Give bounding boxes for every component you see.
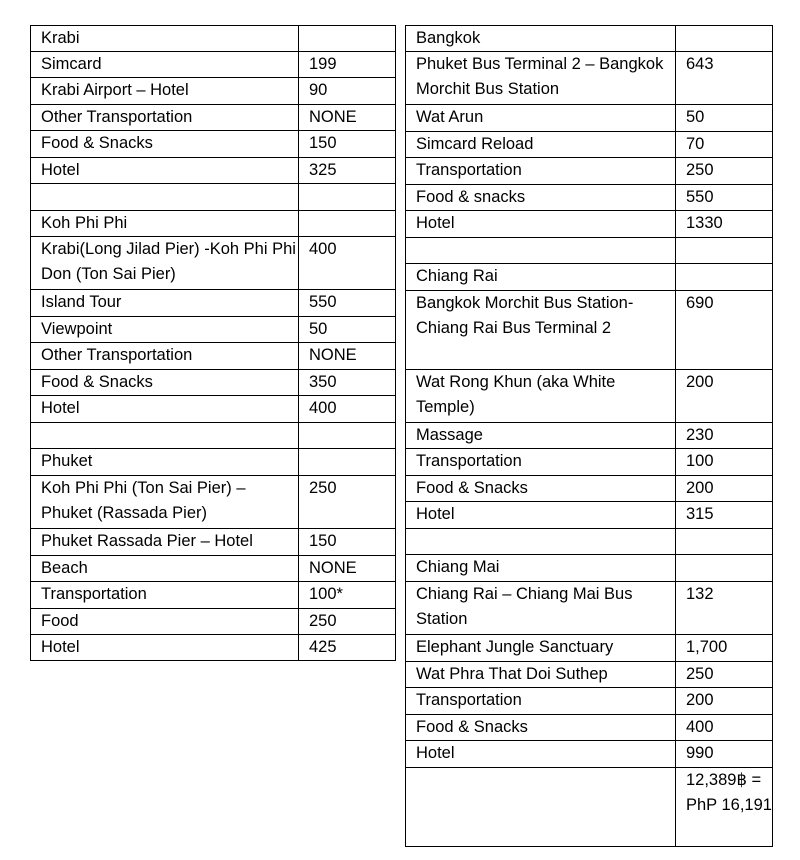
cost-cell xyxy=(299,449,396,476)
cost-cell: 250 xyxy=(299,609,396,635)
table-row xyxy=(406,423,773,449)
cost-cell: 100* xyxy=(299,582,396,609)
item-cell xyxy=(31,184,299,211)
item-cell xyxy=(406,529,676,555)
item-cell: Other Transportation xyxy=(31,343,299,370)
item-cell: Other Transportation xyxy=(31,105,299,131)
right-budget-table xyxy=(405,25,773,847)
item-cell: Food & Snacks xyxy=(406,715,676,741)
table-row xyxy=(406,741,773,768)
table-row xyxy=(31,476,396,529)
item-cell: Hotel xyxy=(406,741,676,768)
item-cell: Koh Phi Phi xyxy=(31,211,299,237)
cost-cell: 550 xyxy=(299,290,396,317)
table-row xyxy=(406,264,773,291)
table-row xyxy=(31,635,396,661)
table-row xyxy=(31,158,396,184)
cost-cell: 200 xyxy=(676,370,773,423)
table-row xyxy=(31,52,396,78)
cost-cell xyxy=(676,555,773,582)
item-cell: Viewpoint xyxy=(31,317,299,343)
item-cell xyxy=(406,238,676,264)
table-row xyxy=(406,211,773,238)
table-row xyxy=(31,184,396,211)
table-row xyxy=(31,449,396,476)
cost-cell xyxy=(676,238,773,264)
item-cell: Chiang Rai xyxy=(406,264,676,291)
table-row xyxy=(406,26,773,52)
item-cell: Transportation xyxy=(406,449,676,476)
cost-cell: 100 xyxy=(676,449,773,476)
item-cell: Food & snacks xyxy=(406,185,676,211)
item-cell: Bangkok xyxy=(406,26,676,52)
table-row xyxy=(31,78,396,105)
table-row xyxy=(406,132,773,158)
item-cell: Chiang Rai – Chiang Mai Bus Station xyxy=(406,582,676,635)
table-row xyxy=(406,768,773,847)
table-row xyxy=(31,105,396,131)
table-row xyxy=(31,370,396,396)
table-row xyxy=(31,131,396,158)
item-cell: Hotel xyxy=(31,396,299,423)
item-cell xyxy=(406,768,676,847)
cost-cell: 150 xyxy=(299,131,396,158)
cost-cell: 200 xyxy=(676,688,773,715)
item-cell: Phuket Rassada Pier – Hotel xyxy=(31,529,299,556)
cost-cell xyxy=(299,211,396,237)
table-row xyxy=(31,423,396,449)
table-row xyxy=(31,317,396,343)
cost-cell: 550 xyxy=(676,185,773,211)
table-row xyxy=(406,635,773,662)
cost-cell: 690 xyxy=(676,291,773,370)
table-row xyxy=(406,370,773,423)
table-row xyxy=(406,715,773,741)
item-cell: Krabi xyxy=(31,26,299,52)
item-cell: Transportation xyxy=(31,582,299,609)
item-cell: Chiang Mai xyxy=(406,555,676,582)
item-cell: Beach xyxy=(31,556,299,582)
table-row xyxy=(31,26,396,52)
table-row xyxy=(31,556,396,582)
item-cell: Food xyxy=(31,609,299,635)
cost-cell: 1330 xyxy=(676,211,773,238)
cost-cell xyxy=(299,26,396,52)
table-row xyxy=(406,105,773,132)
cost-cell: 50 xyxy=(299,317,396,343)
cost-cell: NONE xyxy=(299,556,396,582)
cost-cell: 70 xyxy=(676,132,773,158)
table-row xyxy=(31,582,396,609)
cost-cell xyxy=(676,529,773,555)
item-cell: Simcard xyxy=(31,52,299,78)
table-row xyxy=(31,529,396,556)
table-row xyxy=(406,238,773,264)
item-cell: Phuket Bus Terminal 2 – Bangkok Morchit Bus Station xyxy=(406,52,676,105)
cost-cell: 250 xyxy=(676,662,773,688)
cost-cell: 200 xyxy=(676,476,773,502)
item-cell: Krabi(Long Jilad Pier) -Koh Phi Phi Don (Ton Sai Pier) xyxy=(31,237,299,290)
table-row xyxy=(406,476,773,502)
table-row xyxy=(406,502,773,529)
table-row xyxy=(31,290,396,317)
table-row xyxy=(406,449,773,476)
left-budget-table xyxy=(30,25,396,661)
item-cell: Food & Snacks xyxy=(406,476,676,502)
cost-cell: 325 xyxy=(299,158,396,184)
cost-cell: 400 xyxy=(299,396,396,423)
item-cell: Transportation xyxy=(406,158,676,185)
cost-cell: 90 xyxy=(299,78,396,105)
cost-cell: 132 xyxy=(676,582,773,635)
cost-cell: 315 xyxy=(676,502,773,529)
cost-cell: 643 xyxy=(676,52,773,105)
cost-cell: 1,700 xyxy=(676,635,773,662)
cost-cell: 350 xyxy=(299,370,396,396)
cost-cell: 199 xyxy=(299,52,396,78)
item-cell: Bangkok Morchit Bus Station-Chiang Rai Bus Terminal 2 xyxy=(406,291,676,370)
item-cell: Wat Rong Khun (aka White Temple) xyxy=(406,370,676,423)
item-cell: Hotel xyxy=(31,158,299,184)
cost-cell: 50 xyxy=(676,105,773,132)
cost-cell: 250 xyxy=(676,158,773,185)
item-cell: Wat Arun xyxy=(406,105,676,132)
item-cell: Transportation xyxy=(406,688,676,715)
table-row xyxy=(406,555,773,582)
cost-cell: 230 xyxy=(676,423,773,449)
item-cell: Hotel xyxy=(406,211,676,238)
item-cell: Hotel xyxy=(31,635,299,661)
table-row xyxy=(406,291,773,370)
table-row xyxy=(406,185,773,211)
cost-cell: 425 xyxy=(299,635,396,661)
cost-cell: NONE xyxy=(299,343,396,370)
cost-cell: 12,389฿ = PhP 16,191 xyxy=(676,768,773,847)
item-cell: Koh Phi Phi (Ton Sai Pier) – Phuket (Rassada Pier) xyxy=(31,476,299,529)
cost-cell xyxy=(299,184,396,211)
item-cell xyxy=(31,423,299,449)
table-row xyxy=(406,529,773,555)
cost-cell xyxy=(676,264,773,291)
item-cell: Elephant Jungle Sanctuary xyxy=(406,635,676,662)
table-row xyxy=(406,662,773,688)
table-row xyxy=(31,396,396,423)
cost-cell: 150 xyxy=(299,529,396,556)
table-row xyxy=(406,688,773,715)
table-row xyxy=(31,609,396,635)
cost-cell: NONE xyxy=(299,105,396,131)
cost-cell: 250 xyxy=(299,476,396,529)
item-cell: Phuket xyxy=(31,449,299,476)
table-row xyxy=(406,158,773,185)
item-cell: Wat Phra That Doi Suthep xyxy=(406,662,676,688)
cost-cell: 400 xyxy=(676,715,773,741)
item-cell: Island Tour xyxy=(31,290,299,317)
table-row xyxy=(31,211,396,237)
table-row xyxy=(406,582,773,635)
cost-cell: 990 xyxy=(676,741,773,768)
table-row xyxy=(406,52,773,105)
cost-cell xyxy=(676,26,773,52)
cost-cell: 400 xyxy=(299,237,396,290)
item-cell: Massage xyxy=(406,423,676,449)
cost-cell xyxy=(299,423,396,449)
item-cell: Simcard Reload xyxy=(406,132,676,158)
table-row xyxy=(31,343,396,370)
item-cell: Hotel xyxy=(406,502,676,529)
item-cell: Krabi Airport – Hotel xyxy=(31,78,299,105)
item-cell: Food & Snacks xyxy=(31,370,299,396)
item-cell: Food & Snacks xyxy=(31,131,299,158)
table-row xyxy=(31,237,396,290)
